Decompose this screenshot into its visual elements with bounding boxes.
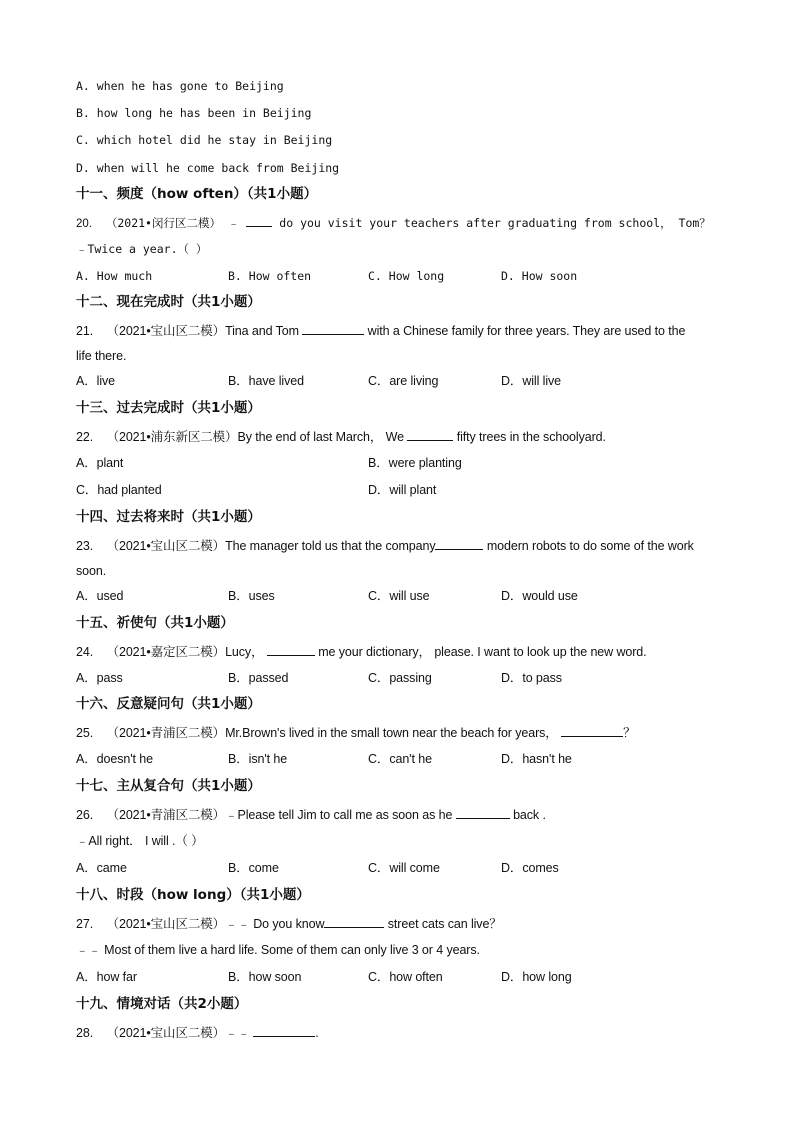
option-d: D．comes	[501, 861, 559, 875]
answer-blank	[267, 643, 315, 656]
option-b: B．have lived	[228, 374, 304, 388]
option-d: D．how long	[501, 970, 572, 984]
question-24: 24. （2021•嘉定区二模）Lucy， me your dictionary， please. I want to look up the new word.	[76, 645, 647, 659]
question-25: 25. （2021•青浦区二模）Mr.Brown's lived in the small town near the beach for years， ？	[76, 726, 636, 740]
answer-blank	[246, 214, 272, 227]
option-b: B．come	[228, 861, 279, 875]
prev-option-b: B. how long he has been in Beijing	[76, 106, 312, 120]
option-c: C．will come	[368, 861, 440, 875]
question-28: 28. （2021•宝山区二模）﹣﹣ .	[76, 1026, 319, 1040]
question-22: 22. （2021•浦东新区二模）By the end of last March， We fifty trees in the schoolyard.	[76, 430, 606, 444]
section-heading-18: 十八、时段（how long）（共1小题）	[76, 887, 310, 903]
option-d: D. How soon	[501, 269, 578, 283]
option-a: A．used	[76, 589, 124, 603]
option-c: C．can't he	[368, 752, 432, 766]
question-source: （2021•宝山区二模）	[106, 1026, 226, 1040]
question-27-line2: ﹣﹣ Most of them live a hard life. Some of them can only live 3 or 4 years.	[76, 943, 480, 957]
question-source: （2021•嘉定区二模）	[106, 645, 226, 659]
section-heading-11: 十一、频度（how often）（共1小题）	[76, 186, 318, 202]
answer-blank	[253, 1024, 315, 1037]
option-b: B．uses	[228, 589, 275, 603]
option-a: A．live	[76, 374, 115, 388]
question-source: （2021•浦东新区二模）	[106, 430, 238, 444]
prev-option-d: D. when will he come back from Beijing	[76, 161, 340, 175]
question-23: 23. （2021•宝山区二模）The manager told us that the company modern robots to do some of the work	[76, 539, 694, 553]
answer-blank	[456, 806, 510, 819]
question-20: 20. （2021•闵行区二模） ﹣ do you visit your teachers after graduating from school， Tom？	[76, 216, 711, 230]
option-d: D．will live	[501, 374, 562, 388]
question-26-line2: ﹣All right． I will .（ ）	[76, 834, 204, 848]
option-b: B．were planting	[368, 456, 462, 470]
section-heading-19: 十九、情境对话（共2小题）	[76, 996, 248, 1012]
section-heading-13: 十三、过去完成时（共1小题）	[76, 400, 261, 416]
question-source: （2021•宝山区二模）	[106, 324, 226, 338]
option-c: C．had planted	[76, 483, 162, 497]
option-c: C．passing	[368, 671, 432, 685]
question-26: 26. （2021•青浦区二模）﹣Please tell Jim to call me as soon as he back .	[76, 808, 546, 822]
option-c: C．are living	[368, 374, 439, 388]
section-heading-17: 十七、主从复合句（共1小题）	[76, 778, 261, 794]
answer-blank	[561, 724, 623, 737]
prev-option-c: C. which hotel did he stay in Beijing	[76, 133, 333, 147]
section-heading-14: 十四、过去将来时（共1小题）	[76, 509, 261, 525]
option-c: C. How long	[368, 269, 445, 283]
question-source: （2021•闵行区二模）	[105, 216, 221, 230]
option-d: D．will plant	[368, 483, 437, 497]
section-heading-12: 十二、现在完成时（共1小题）	[76, 294, 261, 310]
option-d: D．hasn't he	[501, 752, 572, 766]
option-c: C．will use	[368, 589, 430, 603]
option-a: A．doesn't he	[76, 752, 153, 766]
question-21: 21. （2021•宝山区二模）Tina and Tom with a Chinese family for three years. They are used to the	[76, 324, 686, 338]
question-21-line2: life there.	[76, 349, 127, 363]
section-heading-16: 十六、反意疑问句（共1小题）	[76, 696, 261, 712]
question-20-line2: ﹣Twice a year.（ ）	[76, 242, 208, 256]
option-a: A. How much	[76, 269, 153, 283]
option-d: D．would use	[501, 589, 578, 603]
option-b: B. How often	[228, 269, 312, 283]
answer-blank	[324, 915, 384, 928]
answer-blank	[302, 322, 364, 335]
section-heading-15: 十五、祈使句（共1小题）	[76, 615, 234, 631]
answer-blank	[407, 428, 453, 441]
option-a: A．how far	[76, 970, 137, 984]
prev-option-a: A. when he has gone to Beijing	[76, 79, 284, 93]
question-source: （2021•宝山区二模）	[106, 539, 226, 553]
question-source: （2021•青浦区二模）	[106, 808, 226, 822]
question-23-line2: soon.	[76, 564, 107, 578]
answer-blank	[435, 537, 483, 550]
question-27: 27. （2021•宝山区二模）﹣﹣ Do you know street cats can live？	[76, 917, 502, 931]
option-d: D．to pass	[501, 671, 562, 685]
question-source: （2021•青浦区二模）	[106, 726, 226, 740]
option-b: B．how soon	[228, 970, 302, 984]
option-a: A．pass	[76, 671, 123, 685]
option-a: A．came	[76, 861, 127, 875]
question-source: （2021•宝山区二模）	[106, 917, 226, 931]
option-c: C．how often	[368, 970, 443, 984]
option-a: A．plant	[76, 456, 124, 470]
option-b: B．isn't he	[228, 752, 288, 766]
option-b: B．passed	[228, 671, 289, 685]
